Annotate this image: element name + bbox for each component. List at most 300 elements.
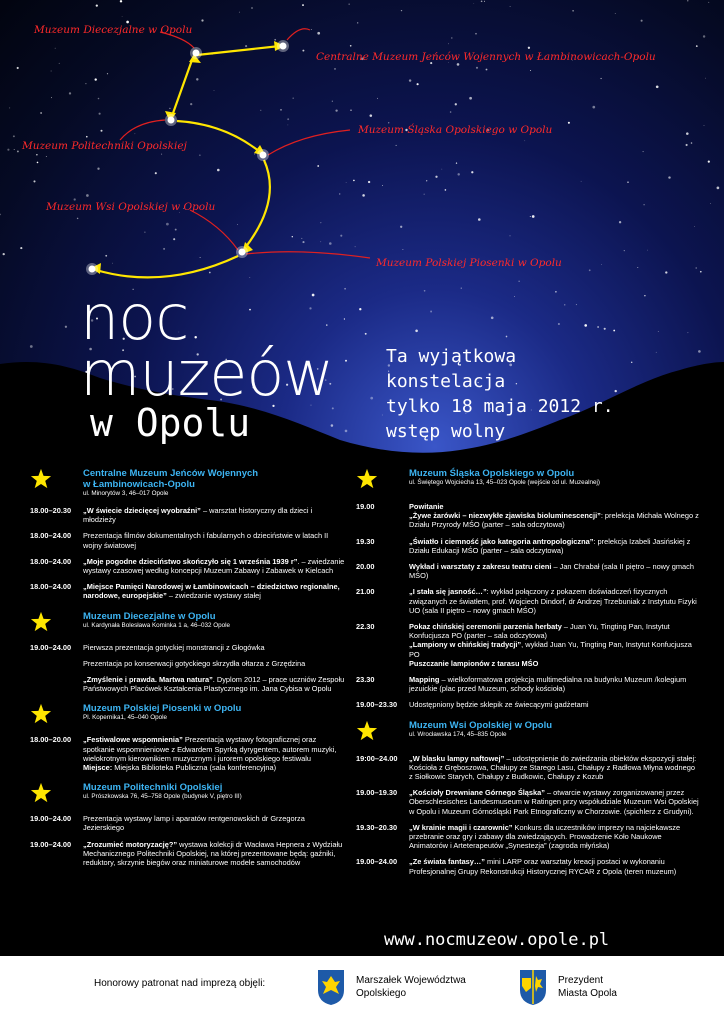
- sky-star: [353, 180, 355, 182]
- event-text: : wykład połączony z pokazem doświadczeń fizycznych związanych ze światłem, prof. Wojciech Dindorf, dr Andrzej Trzebuniak z Instytutu Fizyki UO (sala II piętro – nowy gmach MŚO): [409, 587, 697, 615]
- sky-star: [196, 78, 198, 80]
- sky-star: [370, 114, 373, 117]
- sky-star: [274, 39, 276, 41]
- title-noc: noc: [80, 281, 189, 354]
- sky-star: [430, 311, 432, 313]
- sky-star: [332, 101, 333, 102]
- patron-line: Prezydent: [558, 975, 604, 986]
- sky-star: [144, 232, 145, 233]
- event-text: wystawa kolekcji dr Wacława Hepnera z Wydziału Mechanicznego Politechniki Opolskiej, na której prezentowane będą: gaźniki, reduktory, skrzynie biegów oraz miniaturowe modele samochodów: [83, 839, 343, 868]
- sky-star: [435, 176, 437, 178]
- event: [30, 659, 346, 668]
- title-muzeow: muzeów: [80, 337, 334, 410]
- sky-star: [249, 277, 250, 278]
- sky-star: [624, 250, 625, 251]
- constellation-line: [172, 60, 192, 116]
- venue-address: ul. Wrocławska 174, 45–835 Opole: [409, 730, 507, 738]
- event: [356, 754, 700, 782]
- event: [356, 502, 700, 530]
- star-dieceza: [193, 50, 200, 57]
- sky-star: [163, 248, 165, 250]
- footer: [0, 956, 724, 1024]
- event: [30, 643, 346, 652]
- sky-star: [409, 79, 411, 81]
- sky-star: [694, 226, 695, 227]
- sky-star: [99, 113, 101, 115]
- label-pointer: [268, 130, 350, 155]
- website-url[interactable]: www.nocmuzeow.opole.pl: [384, 930, 610, 950]
- patron-line: Marszałek Województwa: [356, 975, 466, 986]
- sky-star: [686, 144, 688, 146]
- event: [356, 622, 700, 668]
- star-jencow: [280, 43, 287, 50]
- sky-star: [451, 37, 452, 38]
- sky-star: [584, 324, 587, 327]
- program-left-column: [30, 468, 346, 874]
- event-time: 20.00: [356, 562, 375, 572]
- sky-star: [402, 249, 403, 250]
- sky-star: [530, 216, 531, 217]
- sky-star: [604, 328, 606, 330]
- sky-star: [668, 176, 670, 178]
- sky-star: [486, 69, 488, 71]
- event-time: 19.00: [356, 502, 375, 511]
- venue-name: w Łambinowicach-Opolu: [83, 479, 195, 490]
- sky-star: [656, 85, 659, 88]
- patron-line: Miasta Opola: [558, 988, 617, 999]
- event-time: 19.00–19.30: [356, 788, 398, 798]
- sky-star: [691, 142, 693, 144]
- sky-star: [7, 149, 9, 151]
- sky-star: [311, 29, 312, 30]
- star-politechnika: [168, 117, 175, 124]
- sky-star: [292, 97, 293, 98]
- constellation-line: [197, 46, 280, 55]
- sky-star: [491, 316, 494, 319]
- sky-star: [97, 168, 99, 170]
- event-text: – zwiedzanie wystawy stałej: [166, 591, 261, 601]
- sky-star: [86, 136, 88, 138]
- event-time: 23.30: [356, 675, 375, 685]
- label-pointer: [120, 120, 165, 140]
- sky-star: [415, 330, 418, 333]
- sky-star: [339, 193, 340, 194]
- label-muzeum-piosenki: Muzeum Polskiej Piosenki w Opolu: [376, 257, 562, 269]
- sky-star: [190, 103, 192, 105]
- event-text: Pierwsza prezentacja gotyckiej monstrancji z Głogówka: [83, 642, 265, 652]
- event-title: „Ze świata fantasy…”: [409, 857, 485, 867]
- sky-star: [292, 236, 293, 237]
- sky-star: [100, 130, 102, 132]
- sky-star: [524, 140, 525, 141]
- sky-star: [687, 0, 688, 1]
- sky-star: [69, 92, 71, 94]
- sky-star: [424, 194, 425, 195]
- event-time: 19.00–24.00: [30, 814, 72, 824]
- sky-star: [288, 125, 289, 126]
- sky-star: [473, 3, 474, 4]
- sky-star: [710, 203, 711, 204]
- event-time: 22.30: [356, 622, 375, 632]
- event-time: 18.00–24.00: [30, 556, 72, 566]
- sky-star: [77, 218, 79, 220]
- sky-star: [112, 263, 113, 264]
- event: [30, 531, 346, 549]
- event: [356, 823, 700, 851]
- sky-star: [321, 222, 322, 223]
- event: [30, 840, 346, 868]
- event-title: „Zrozumieć motoryzację?”: [83, 839, 178, 849]
- event-time: 18.00–24.00: [30, 531, 72, 541]
- sky-star: [456, 162, 457, 163]
- event-text: , wykład Juan Yu, Tingting Pan, Instytut Konfucjusza PO: [409, 640, 692, 659]
- sky-star: [708, 161, 710, 163]
- sky-star: [260, 110, 261, 111]
- patron-line: Opolskiego: [356, 988, 407, 999]
- sky-star: [368, 181, 370, 183]
- sky-star: [201, 19, 203, 21]
- event: [356, 537, 700, 555]
- sky-star: [317, 32, 320, 35]
- sky-star: [450, 111, 452, 113]
- sky-star: [251, 7, 252, 8]
- sky-star: [568, 122, 570, 124]
- event-place: Miejska Biblioteka Publiczna (sala konferencyjna): [112, 763, 277, 773]
- event-text: Konkurs dla uczestników imprezy na najciekawsze przebranie oraz gry i zabawy dla zwiedzających. Prowadzenie Koło Naukowe Animatorów i Arteterapeutów „Synestezja” (zagroda młyńska): [409, 822, 681, 851]
- sky-star: [214, 90, 215, 91]
- event-text: . Dyplom 2012 – prace uczniów Zespołu Państwowych Placówek Kształcenia Plastycznego im. Jana Cybisa w Opolu: [83, 675, 345, 694]
- star-icon: [30, 468, 52, 490]
- sky-star: [217, 169, 220, 172]
- sky-star: [33, 180, 35, 182]
- venue-name: Muzeum Politechniki Opolskiej: [83, 782, 223, 794]
- sky-star: [317, 165, 319, 167]
- sky-star: [686, 132, 689, 135]
- sky-star: [209, 272, 211, 274]
- sky-star: [107, 73, 108, 74]
- sky-star: [199, 155, 200, 156]
- sky-star: [350, 45, 352, 47]
- sky-star: [589, 269, 591, 271]
- venue-address: ul. Świętego Wojciecha 13, 45–023 Opole (wejście od ul. Muzealnej): [409, 479, 600, 486]
- sky-star: [237, 224, 238, 225]
- venue-address: ul. Prószkowska 76, 45–758 Opole (budynek V, piętro III): [83, 793, 242, 801]
- sky-star: [334, 68, 336, 70]
- program-right-column: [356, 468, 700, 883]
- arrow-heads: [91, 41, 285, 274]
- sky-star: [245, 45, 247, 47]
- sky-star: [592, 106, 595, 109]
- event-title: „Lampiony w chińskiej tradycji”: [409, 640, 522, 650]
- event-time: 18.00–20.30: [30, 506, 72, 515]
- sky-star: [705, 78, 706, 79]
- event-text: : prelekcja Izabeli Jasińskiej z Działu Edukacji MŚO (parter – sala odczytowa): [409, 536, 691, 555]
- event-title: Pokaz chińskiej ceremonii parzenia herbaty: [409, 622, 562, 632]
- sky-star: [643, 204, 644, 205]
- event: [356, 857, 700, 875]
- sky-star: [484, 1, 485, 2]
- label-muzeum-slaska: Muzeum Śląska Opolskiego w Opolu: [358, 124, 553, 136]
- sky-star: [37, 162, 39, 164]
- sky-star: [287, 118, 289, 120]
- sky-star: [696, 45, 698, 47]
- event: [356, 675, 700, 693]
- sky-star: [3, 253, 5, 255]
- event: [30, 582, 346, 600]
- sky-star: [424, 290, 426, 292]
- sky-star: [471, 171, 473, 173]
- constellation-lines: [96, 46, 280, 277]
- sky-star: [448, 43, 449, 44]
- star-icon: [30, 611, 52, 633]
- sky-star: [647, 250, 648, 251]
- sky-star: [95, 78, 97, 80]
- label-muzeum-politechniki: Muzeum Politechniki Opolskiej: [22, 140, 187, 152]
- venue-name: Muzeum Polskiej Piosenki w Opolu: [83, 703, 242, 715]
- event-time: 18.00–24.00: [30, 582, 72, 592]
- sky-star: [65, 326, 67, 328]
- sky-star: [98, 98, 100, 100]
- sky-star: [302, 241, 304, 243]
- event-text: Prezentacja filmów dokumentalnych i fabularnych o dzieciństwie w latach II wojny światowej: [83, 531, 329, 550]
- sky-star: [13, 135, 15, 137]
- sky-star: [601, 264, 602, 265]
- venue-piosenki: [30, 703, 346, 727]
- event-text: – Jan Chrabał (sala II piętro – nowy gmach MŚO): [409, 562, 694, 581]
- event-text: Udostępniony będzie sklepik ze świecącymi gadżetami: [409, 700, 589, 710]
- event-time: 19.30–20.30: [356, 822, 398, 832]
- sky-star: [572, 10, 574, 12]
- sky-star: [9, 107, 10, 108]
- sky-star: [627, 181, 628, 182]
- sky-star: [530, 70, 531, 71]
- sky-star: [476, 67, 478, 69]
- event-time: 21.00: [356, 587, 375, 597]
- event-text: Prezentacja wystawy lamp i aparatów rentgenowskich dr Grzegorza Jezierskiego: [83, 814, 305, 833]
- event-time: 19.30: [356, 536, 375, 546]
- sky-star: [59, 63, 60, 64]
- sky-star: [14, 149, 15, 150]
- event-text: – warsztat historyczny dla dzieci i młodzieży: [83, 506, 313, 525]
- event-title: „Zmyślenie i prawda. Martwa natura”: [83, 675, 213, 685]
- event-place-label: Miejsce:: [83, 763, 113, 773]
- sky-star: [461, 288, 462, 289]
- sky-star: [173, 238, 175, 240]
- event-title: Powitanie: [409, 502, 444, 511]
- sky-star: [96, 4, 98, 6]
- sky-star: [514, 296, 515, 297]
- event-title: „Moje pogodne dzieciństwo skończyło się 1 września 1939 r”: [83, 556, 298, 566]
- star-wies: [89, 266, 96, 273]
- sky-star: [643, 151, 644, 152]
- sky-star: [329, 242, 332, 245]
- sky-star: [576, 304, 577, 305]
- event-text: – otwarcie wystawy zorganizowanej przez Oberschlesisches Landesmuseum w Ratingen przy współudziale Muzeum Wsi Opolskiej w Opolu i Muzeum Górnośląski Park Etnograficzny w Chorzowie. (spichlerz z Grudyni).: [409, 788, 699, 816]
- sky-star: [166, 223, 169, 226]
- sky-star: [155, 172, 157, 174]
- sky-star: [528, 47, 530, 49]
- sky-star: [665, 271, 667, 273]
- sky-star: [377, 98, 378, 99]
- sky-star: [320, 241, 321, 242]
- sky-star: [85, 83, 86, 84]
- tagline-line: konstelacja: [386, 371, 506, 392]
- sky-star: [457, 173, 459, 175]
- sky-star: [254, 154, 255, 155]
- sky-star: [510, 235, 511, 236]
- event: [356, 587, 700, 615]
- sky-star: [455, 103, 457, 105]
- sky-star: [105, 255, 107, 257]
- tagline: [386, 344, 614, 444]
- event-time: 19.00–24.00: [30, 642, 72, 652]
- sky-star: [704, 125, 705, 126]
- sky-star: [51, 97, 52, 98]
- event: [30, 557, 346, 575]
- sky-star: [362, 194, 365, 197]
- event: [356, 788, 700, 816]
- label-pointer: [190, 210, 238, 250]
- sky-star: [302, 4, 304, 6]
- event-title: „W blasku lampy naftowej”: [409, 753, 505, 763]
- event-time: 19.00–24.00: [356, 857, 398, 867]
- sky-star: [658, 331, 659, 332]
- sky-star: [126, 21, 129, 24]
- sky-star: [532, 215, 535, 218]
- title-block: [80, 281, 380, 445]
- sky-star: [20, 247, 22, 249]
- event-title: Wykład i warsztaty z zakresu teatru cieni: [409, 562, 552, 572]
- sky-star: [122, 16, 123, 17]
- sky-star: [417, 83, 419, 85]
- event: [30, 814, 346, 832]
- venue-name: Muzeum Śląska Opolskiego w Opolu: [409, 468, 575, 479]
- sky-star: [335, 109, 337, 111]
- event-title: Puszczanie lampionów z tarasu MŚO: [409, 658, 539, 668]
- event-title: „Miejsce Pamięci Narodowej w Łambinowicach – dziedzictwo regionalne, narodowe, europejskie”: [83, 582, 340, 601]
- sky-star: [558, 323, 560, 325]
- sky-star: [86, 194, 89, 197]
- sky-star: [17, 67, 19, 69]
- tagline-line: Ta wyjątkowa: [386, 346, 517, 367]
- event-title: „I stała się jasność…”: [409, 587, 487, 597]
- constellation-line: [177, 121, 260, 152]
- sky-star: [717, 187, 720, 190]
- event-text: mini LARP oraz warsztaty kreacji postaci w wykonaniu Profesjonalnej Grupy Rekonstrukcji Historycznej RYCAR z Opola (teren muzeum): [409, 857, 677, 876]
- star-icon: [30, 703, 52, 725]
- sky-star: [357, 22, 358, 23]
- venue-address: Pl. Kopernika1, 45–040 Opole: [83, 714, 168, 722]
- sky-star: [46, 156, 47, 157]
- event-text: – wielkoformatowa projekcja multimedialna na budynku Muzeum /kolegium jezuickie (plac przed Muzeum, schody kościoła): [409, 675, 687, 694]
- venue-jencow: [30, 468, 346, 498]
- sky-star: [349, 4, 350, 5]
- venue-wsi: [356, 720, 700, 744]
- sky-star: [0, 214, 1, 216]
- star-piosenka: [239, 249, 246, 256]
- sky-star: [301, 238, 302, 239]
- sky-star: [36, 154, 37, 155]
- sky-star: [350, 110, 351, 111]
- sky-star: [441, 169, 442, 170]
- program: [0, 468, 724, 958]
- sky-star: [700, 271, 702, 273]
- venue-address: ul. Minorytów 3, 46–017 Opole: [83, 490, 169, 497]
- sky-star: [637, 267, 638, 268]
- event: [30, 506, 346, 524]
- sky-star: [169, 108, 170, 109]
- event-text: – udostępnienie do zwiedzania obiektów ekspozycji stałej: Kościoła z Gręboszowa, Chałupy ze Starego Lasu, Chałupy z Radłowa Młyna wodnego z Siołkowic Starych, Chałupy z Budkowic, Chałupy z Kozub: [409, 753, 697, 782]
- patronage-text: Honorowy patronat nad imprezą objęli:: [94, 978, 266, 989]
- event-time: 19.00–23.30: [356, 700, 398, 710]
- sky-star: [703, 35, 705, 37]
- sky-star: [597, 326, 599, 328]
- star-icon: [356, 468, 378, 490]
- sky-star: [401, 10, 402, 11]
- sky-star: [445, 189, 447, 191]
- sky-star: [696, 267, 697, 268]
- sky-star: [346, 182, 347, 183]
- venue-diecezjalne: [30, 611, 346, 635]
- venue-name: Muzeum Diecezjalne w Opolu: [83, 610, 216, 622]
- sky-star: [687, 332, 688, 333]
- sky-star: [619, 221, 621, 223]
- sky-star: [581, 181, 582, 182]
- sky-star: [355, 246, 356, 247]
- tagline-line: wstęp wolny: [386, 421, 506, 442]
- sky-star: [644, 295, 645, 296]
- sky-star: [600, 78, 601, 79]
- sky-star: [396, 145, 397, 146]
- sky-star: [302, 50, 304, 52]
- sky-star: [708, 2, 709, 3]
- event-text: Prezentacja po konserwacji gotyckiego skrzydła ołtarza z Grzędzina: [83, 658, 306, 668]
- event: [30, 735, 346, 772]
- sky-star: [641, 20, 643, 22]
- sky-star: [17, 150, 19, 152]
- sky-star: [457, 63, 460, 66]
- sky-star: [506, 336, 508, 338]
- event-time: 19:00–24.00: [356, 753, 398, 763]
- sky-star: [382, 185, 383, 186]
- title-w-opolu: w Opolu: [90, 401, 251, 445]
- sky-star: [510, 6, 511, 7]
- label-pointer: [246, 252, 370, 258]
- venue-name: Centralne Muzeum Jeńców Wojennych: [83, 468, 259, 479]
- event-text: – Juan Yu, Tingting Pan, Instytut Konfucjusza PO (parter – sala odczytowa): [409, 622, 670, 641]
- constellation-line: [96, 256, 238, 277]
- sky-star: [426, 180, 427, 181]
- event-time: 18.00–20.00: [30, 735, 72, 745]
- sky-star: [478, 218, 481, 221]
- sky-star: [519, 281, 520, 282]
- sky-star: [120, 0, 122, 2]
- sky-star: [564, 304, 565, 305]
- event-title: „Światło i ciemność jako kategoria antropologiczna”: [409, 536, 594, 546]
- event-title: Mapping: [409, 675, 440, 685]
- venue-politechniki: [30, 782, 346, 806]
- opolskie-crest-icon: [316, 968, 346, 1006]
- sky-star: [55, 48, 56, 49]
- sky-star: [615, 13, 616, 14]
- label-muzeum-diecezjalne: Muzeum Diecezjalne w Opolu: [34, 24, 193, 36]
- venue-name: Muzeum Wsi Opolskiej w Opolu: [409, 719, 553, 731]
- label-muzeum-wsi: Muzeum Wsi Opolskiej w Opolu: [46, 201, 216, 213]
- sky-star: [135, 133, 136, 134]
- tagline-line: tylko 18 maja 2012 r.: [386, 396, 614, 417]
- event-title: „Kościoły Drewniane Górnego Śląska”: [409, 788, 545, 798]
- sky-star: [613, 330, 615, 332]
